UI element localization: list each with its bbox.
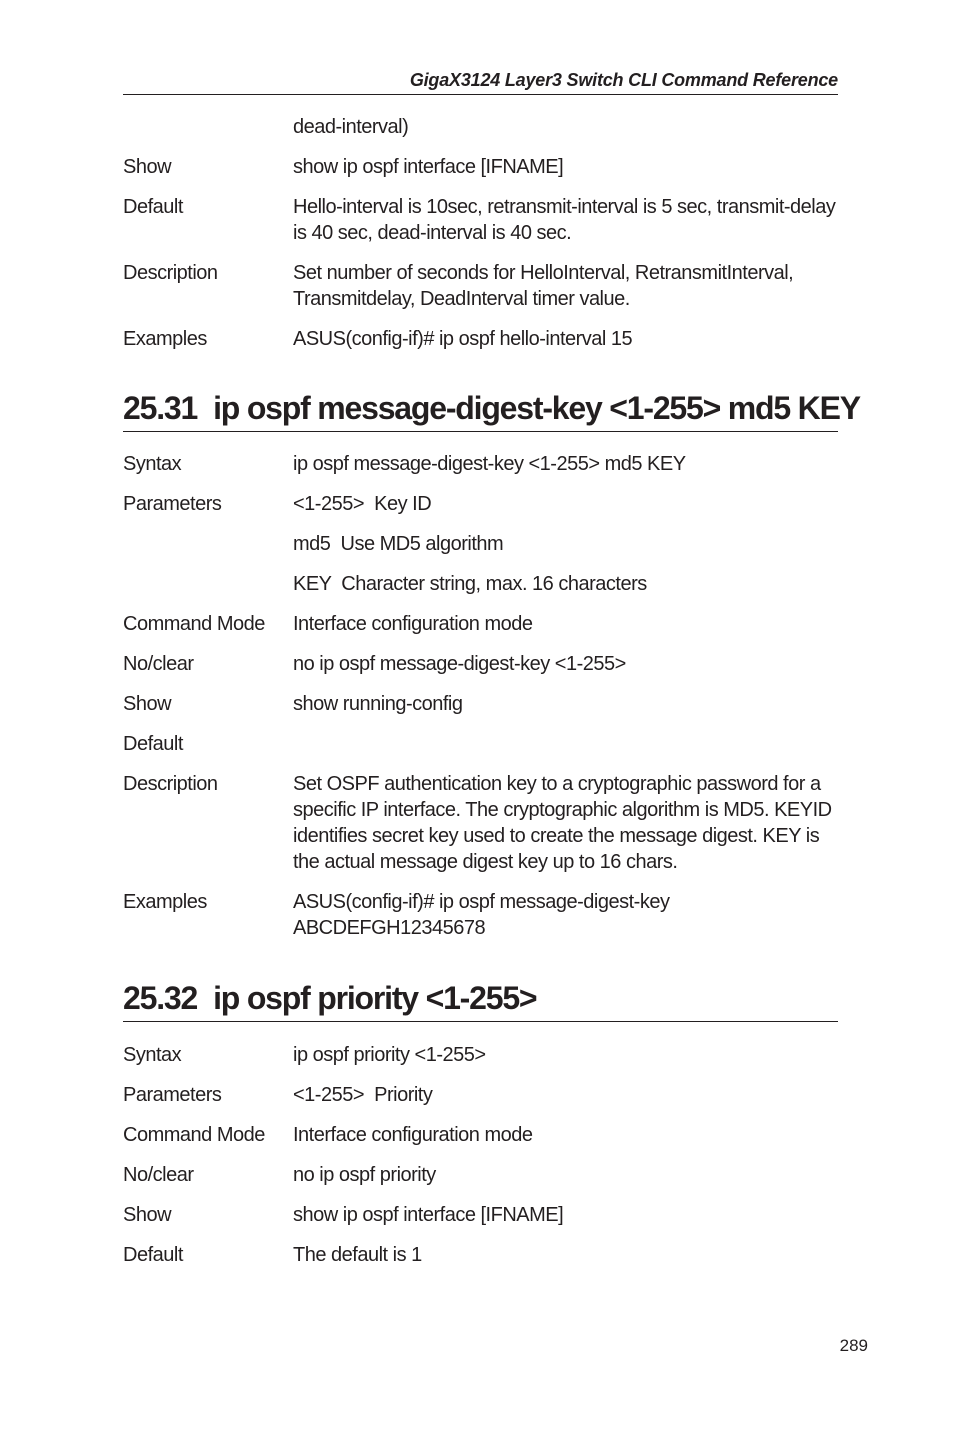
row-value: dead-interval): [293, 116, 409, 138]
row-value: The default is 1: [293, 1244, 422, 1266]
param-row: [123, 154, 838, 194]
param-row: [123, 889, 838, 955]
param-row: [123, 611, 838, 651]
param-row: [123, 1082, 838, 1122]
row-value: show running-config: [293, 693, 463, 715]
row-value: ASUS(config-if)# ip ospf hello-interval 15: [293, 328, 633, 350]
param-row: [123, 1162, 838, 1202]
row-value: KEY Character string, max. 16 characters: [293, 573, 647, 595]
row-value: show ip ospf interface [IFNAME]: [293, 156, 564, 178]
row-value: ASUS(config-if)# ip ospf message-digest-key ABCDEFGH12345678: [293, 891, 670, 939]
row-value: [293, 731, 838, 771]
row-label: Show: [123, 693, 172, 715]
row-label: Default: [123, 1244, 183, 1266]
row-value: no ip ospf message-digest-key <1-255>: [293, 653, 626, 675]
param-row: [123, 651, 838, 691]
section-rule: [123, 431, 838, 432]
row-label: Syntax: [123, 453, 182, 475]
section-25-32-params: [123, 1042, 838, 1282]
section-heading-25-32: [123, 978, 838, 1018]
row-label: Show: [123, 1204, 172, 1226]
section-25-31-params: [123, 451, 838, 955]
section-rule: [123, 1021, 838, 1022]
row-value: show ip ospf interface [IFNAME]: [293, 1204, 564, 1226]
row-value: no ip ospf priority: [293, 1164, 436, 1186]
param-row: [123, 114, 838, 154]
param-row: [123, 1202, 838, 1242]
running-header: GigaX3124 Layer3 Switch CLI Command Reference: [409, 70, 838, 90]
row-label: Parameters: [123, 493, 222, 515]
param-row: [123, 531, 838, 571]
row-value: Interface configuration mode: [293, 1124, 533, 1146]
row-label: Command Mode: [123, 613, 265, 635]
row-label: Description: [123, 262, 218, 284]
row-label: Default: [123, 733, 183, 755]
param-row: [123, 1122, 838, 1162]
param-row: [123, 1042, 838, 1082]
section-heading-25-31: [123, 388, 860, 428]
param-row: [123, 731, 838, 771]
param-row: [123, 571, 838, 611]
row-label: Parameters: [123, 1084, 222, 1106]
row-value: Set OSPF authentication key to a cryptographic password for a specific IP interface. The cryptographic algorithm is MD5. KEYID identifies secret key used to create the message digest. KEY is the actual message digest key up to 16 chars.: [293, 773, 832, 873]
row-value: Hello-interval is 10sec, retransmit-interval is 5 sec, transmit-delay is 40 sec, dead-interval is 40 sec.: [293, 196, 836, 244]
row-label: Command Mode: [123, 1124, 265, 1146]
row-value: Set number of seconds for HelloInterval, RetransmitInterval, Transmitdelay, DeadInterval timer value.: [293, 262, 794, 310]
row-value: ip ospf message-digest-key <1-255> md5 KEY: [293, 453, 686, 475]
param-row: [123, 1242, 838, 1282]
section-title: ip ospf message-digest-key <1-255> md5 KEY: [213, 390, 860, 426]
continued-block: [123, 114, 838, 366]
row-label: Examples: [123, 328, 207, 350]
row-value: md5 Use MD5 algorithm: [293, 533, 504, 555]
row-label: [123, 571, 293, 611]
page-number: 289: [839, 1336, 868, 1355]
row-label: No/clear: [123, 1164, 194, 1186]
row-label: Examples: [123, 891, 207, 913]
param-row: [123, 451, 838, 491]
row-label: Default: [123, 196, 183, 218]
param-row: [123, 194, 838, 260]
row-value: <1-255> Priority: [293, 1084, 433, 1106]
row-label: [123, 531, 293, 571]
row-value: ip ospf priority <1-255>: [293, 1044, 486, 1066]
section-number: 25.32: [123, 980, 198, 1016]
header-rule: [123, 94, 838, 95]
row-label: Show: [123, 156, 172, 178]
section-number: 25.31: [123, 390, 198, 426]
param-row: [123, 326, 838, 366]
section-title: ip ospf priority <1-255>: [213, 980, 537, 1016]
row-label: Syntax: [123, 1044, 182, 1066]
param-row: [123, 491, 838, 531]
param-row: [123, 691, 838, 731]
param-row: [123, 771, 838, 889]
row-label: [123, 114, 293, 154]
row-value: <1-255> Key ID: [293, 493, 432, 515]
param-row: [123, 260, 838, 326]
row-value: Interface configuration mode: [293, 613, 533, 635]
row-label: Description: [123, 773, 218, 795]
row-label: No/clear: [123, 653, 194, 675]
